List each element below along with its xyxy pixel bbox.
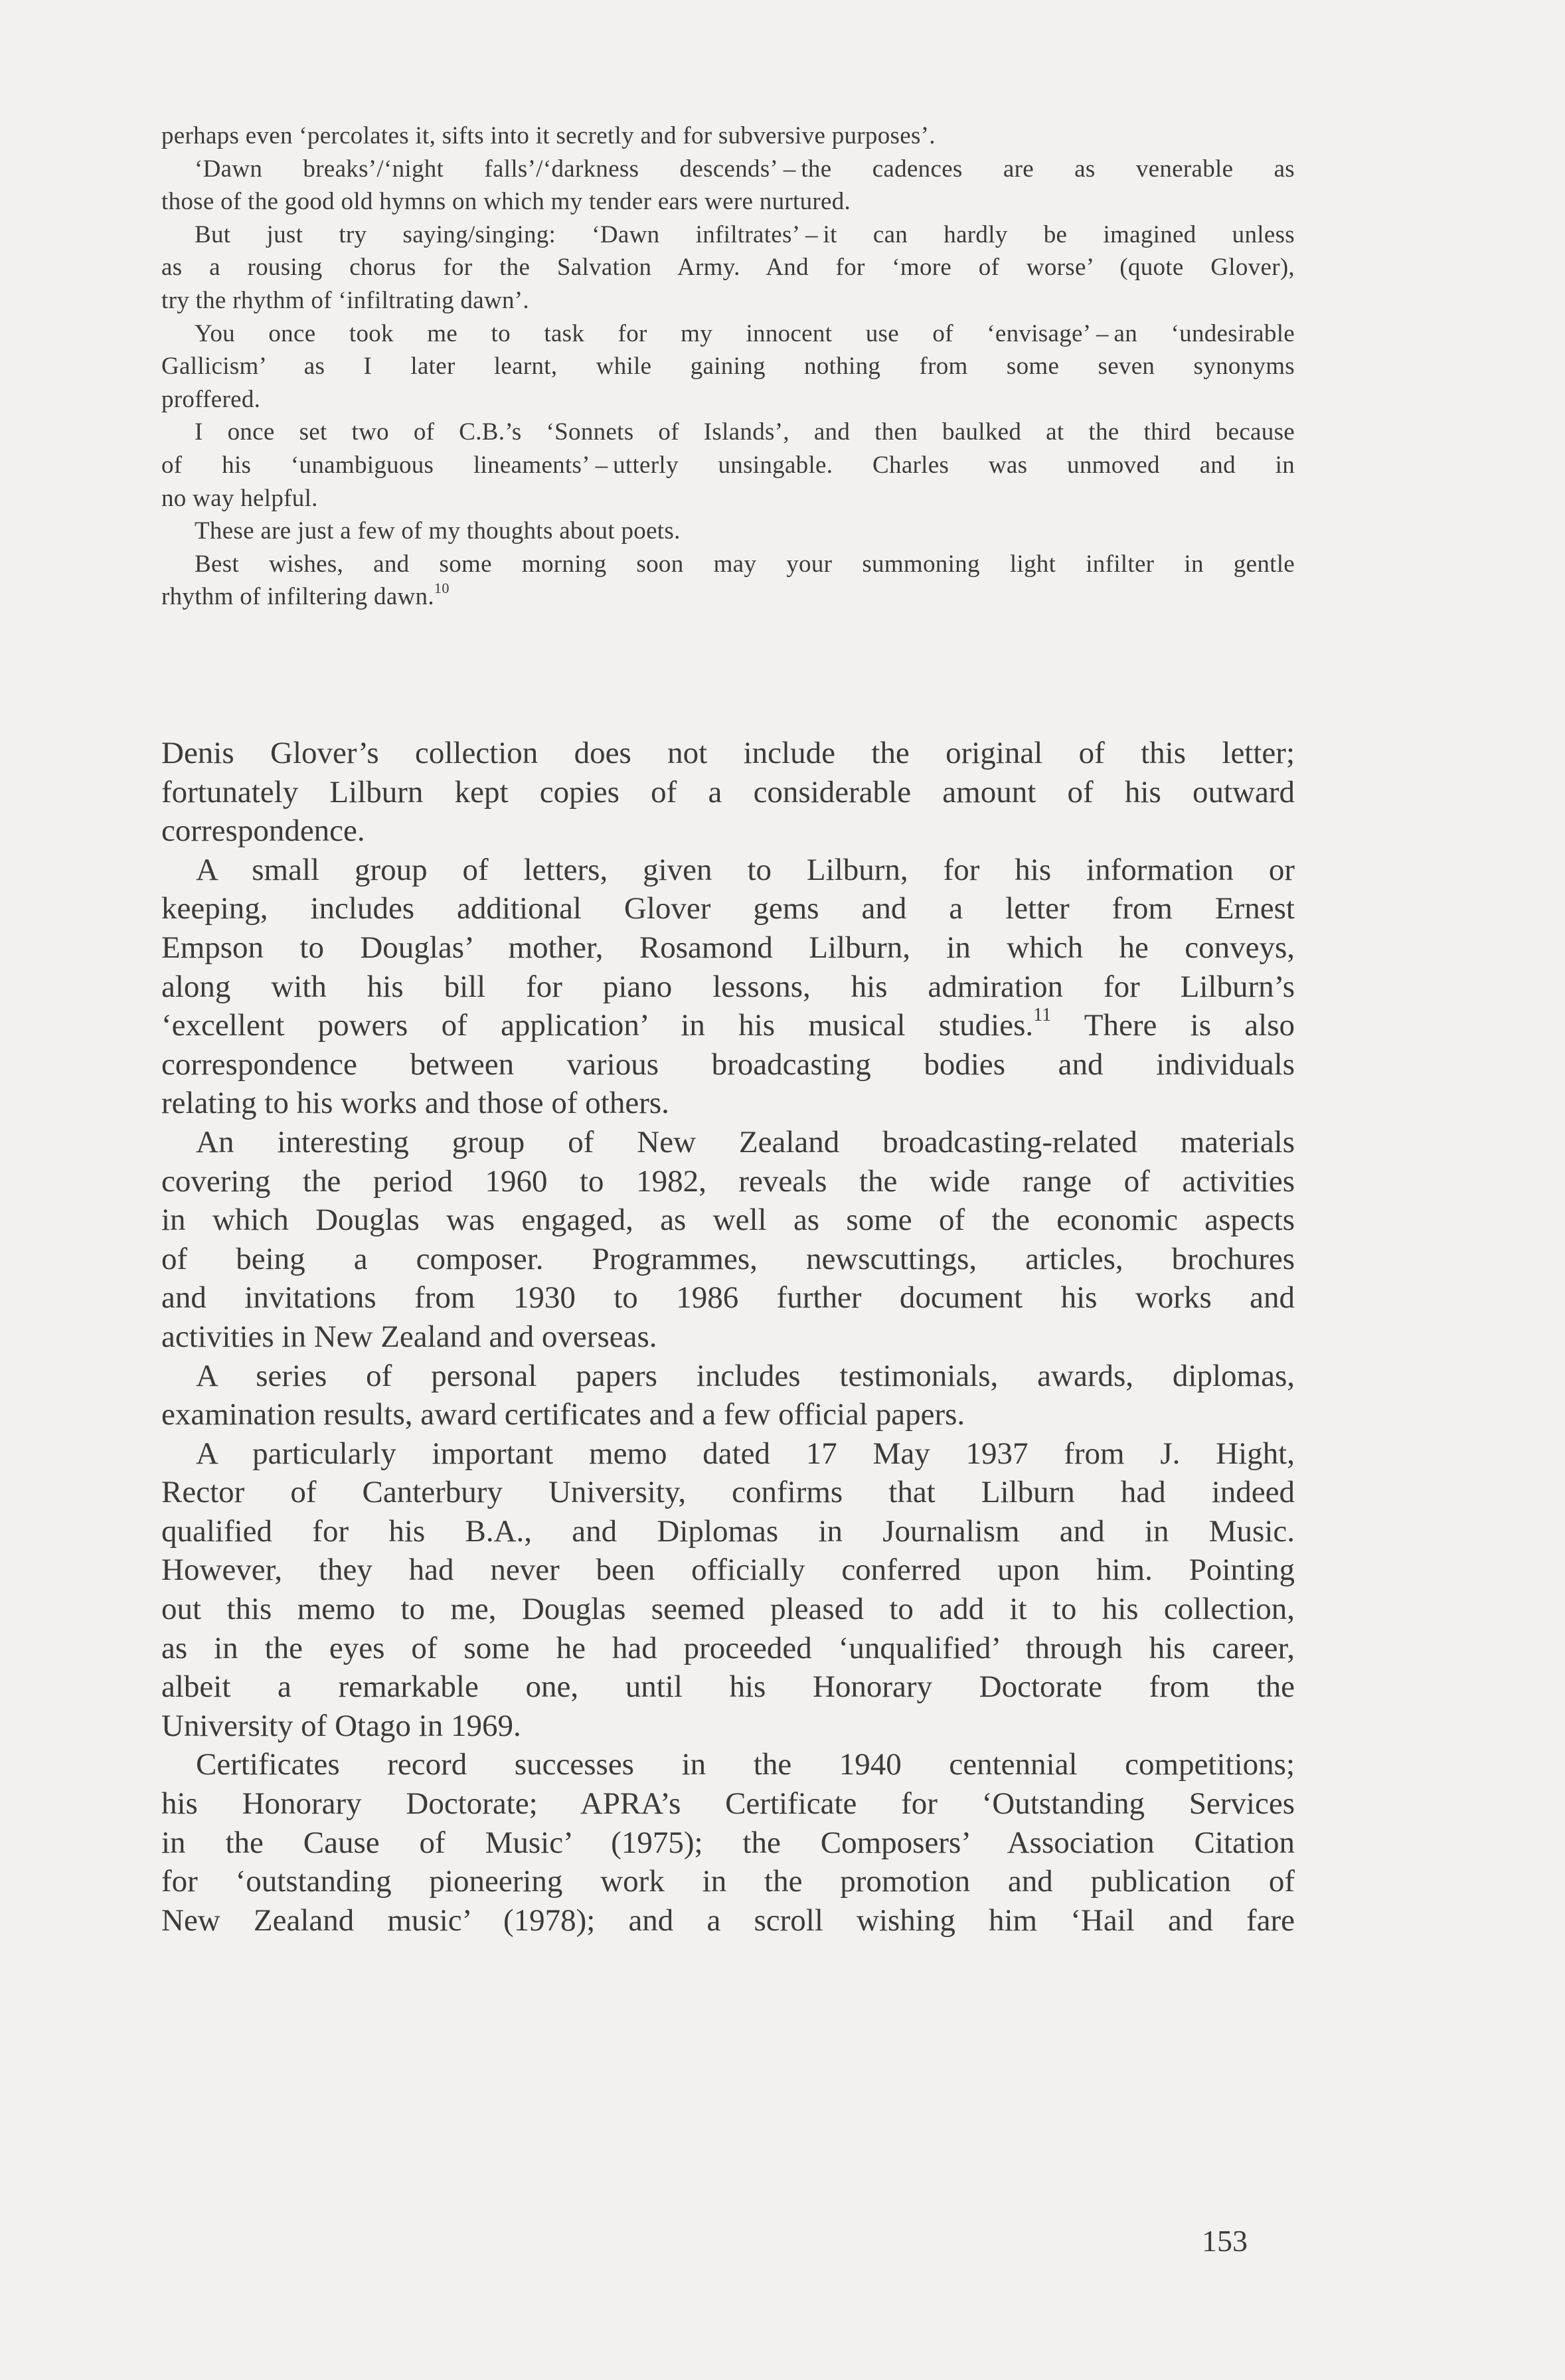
letter-line: You once took me to task for my innocent use of ‘envisage’ – an ‘undesirable bbox=[195, 319, 1295, 347]
letter-line: those of the good old hymns on which my tender ears were nurtured. bbox=[161, 188, 851, 216]
body-line: keeping, includes additional Glover gems and a letter from Ernest bbox=[161, 891, 1295, 926]
body-line: fortunately Lilburn kept copies of a considerable amount of his outward bbox=[161, 774, 1295, 809]
body-line: out this memo to me, Douglas seemed pleased to add it to his collection, bbox=[161, 1592, 1295, 1627]
letter-line: ‘Dawn breaks’/‘night falls’/‘darkness descends’ – the cadences are as venerable as bbox=[195, 155, 1295, 183]
body-line: Rector of Canterbury University, confirms that Lilburn had indeed bbox=[161, 1475, 1295, 1510]
body-line: A particularly important memo dated 17 May 1937 from J. Hight, bbox=[196, 1436, 1295, 1471]
body-paragraph bbox=[161, 1434, 1295, 1746]
body-line: Certificates record successes in the 1940 centennial competitions; bbox=[196, 1747, 1295, 1782]
letter-paragraph bbox=[161, 548, 1295, 614]
letter-line: Best wishes, and some morning soon may your summoning light infilter in gentle bbox=[195, 550, 1295, 578]
letter-paragraph bbox=[161, 317, 1295, 416]
body-text bbox=[161, 734, 1295, 1940]
letter-line: perhaps even ‘percolates it, sifts into it secretly and for subversive purposes’. bbox=[161, 122, 936, 149]
body-paragraph bbox=[161, 851, 1295, 1123]
letter-paragraph bbox=[161, 218, 1295, 317]
body-line: his Honorary Doctorate; APRA’s Certificate for ‘Outstanding Services bbox=[161, 1786, 1295, 1822]
body-line: in which Douglas was engaged, as well as some of the economic aspects bbox=[161, 1203, 1295, 1238]
body-paragraph bbox=[161, 1123, 1295, 1357]
body-line: However, they had never been officially conferred upon him. Pointing bbox=[161, 1553, 1295, 1588]
letter-paragraph bbox=[161, 416, 1295, 515]
letter-paragraph bbox=[161, 515, 1295, 548]
body-line: examination results, award certificates and a few official papers. bbox=[161, 1397, 965, 1432]
letter-line: These are just a few of my thoughts about poets. bbox=[195, 517, 681, 545]
letter-paragraph bbox=[161, 120, 1295, 153]
body-line: New Zealand music’ (1978); and a scroll wishing him ‘Hail and fare bbox=[161, 1903, 1295, 1938]
letter-line: of his ‘unambiguous lineaments’ – utterly unsingable. Charles was unmoved and in bbox=[161, 451, 1295, 479]
letter-line bbox=[161, 580, 1295, 614]
body-line: in the Cause of Music’ (1975); the Composers’ Association Citation bbox=[161, 1825, 1295, 1860]
body-line-tail: There is also bbox=[1051, 1008, 1295, 1043]
body-line: albeit a remarkable one, until his Honorary Doctorate from the bbox=[161, 1669, 1295, 1705]
letter-line: try the rhythm of ‘infiltrating dawn’. bbox=[161, 286, 529, 314]
letter-line: no way helpful. bbox=[161, 484, 318, 512]
body-line: A series of personal papers includes testimonials, awards, diplomas, bbox=[196, 1358, 1295, 1393]
body-line: Empson to Douglas’ mother, Rosamond Lilburn, in which he conveys, bbox=[161, 930, 1295, 965]
body-line: of being a composer. Programmes, newscuttings, articles, brochures bbox=[161, 1241, 1295, 1276]
body-line: for ‘outstanding pioneering work in the promotion and publication of bbox=[161, 1864, 1295, 1899]
body-line: along with his bill for piano lessons, his admiration for Lilburn’s bbox=[161, 969, 1295, 1004]
body-line: Denis Glover’s collection does not include the original of this letter; bbox=[161, 736, 1295, 770]
body-line: and invitations from 1930 to 1986 further document his works and bbox=[161, 1280, 1295, 1316]
letter-line: Gallicism’ as I later learnt, while gaining nothing from some seven synonyms bbox=[161, 353, 1295, 381]
body-line: as in the eyes of some he had proceeded ‘unqualified’ through his career, bbox=[161, 1630, 1295, 1665]
letter-line: as a rousing chorus for the Salvation Army. And for ‘more of worse’ (quote Glover), bbox=[161, 254, 1295, 282]
body-line: University of Otago in 1969. bbox=[161, 1708, 521, 1743]
footnote-ref-11[interactable]: 11 bbox=[1033, 1004, 1052, 1025]
letter-line-text: rhythm of infiltering dawn. bbox=[161, 583, 434, 611]
body-line: relating to his works and those of others. bbox=[161, 1086, 669, 1121]
body-paragraph bbox=[161, 1745, 1295, 1940]
letter-excerpt bbox=[161, 120, 1295, 614]
body-line bbox=[161, 1006, 1295, 1045]
body-line: activities in New Zealand and overseas. bbox=[161, 1319, 657, 1354]
letter-line: proffered. bbox=[161, 385, 261, 413]
footnote-ref-10[interactable]: 10 bbox=[434, 579, 450, 596]
body-line: correspondence between various broadcasting bodies and individuals bbox=[161, 1047, 1295, 1082]
body-paragraph bbox=[161, 734, 1295, 851]
body-line: A small group of letters, given to Lilburn, for his information or bbox=[196, 852, 1295, 887]
letter-line: I once set two of C.B.’s ‘Sonnets of Islands’, and then baulked at the third because bbox=[195, 418, 1295, 446]
body-line: An interesting group of New Zealand broadcasting-related materials bbox=[196, 1124, 1295, 1159]
body-line-text: ‘excellent powers of application’ in his musical studies. bbox=[161, 1008, 1034, 1043]
body-line: correspondence. bbox=[161, 813, 365, 849]
body-line: covering the period 1960 to 1982, reveals the wide range of activities bbox=[161, 1163, 1295, 1199]
body-paragraph bbox=[161, 1357, 1295, 1434]
letter-paragraph bbox=[161, 153, 1295, 218]
body-line: qualified for his B.A., and Diplomas in Journalism and in Music. bbox=[161, 1513, 1295, 1549]
page-number: 153 bbox=[1202, 2224, 1248, 2258]
letter-line: But just try saying/singing: ‘Dawn infiltrates’ – it can hardly be imagined unless bbox=[195, 220, 1295, 248]
